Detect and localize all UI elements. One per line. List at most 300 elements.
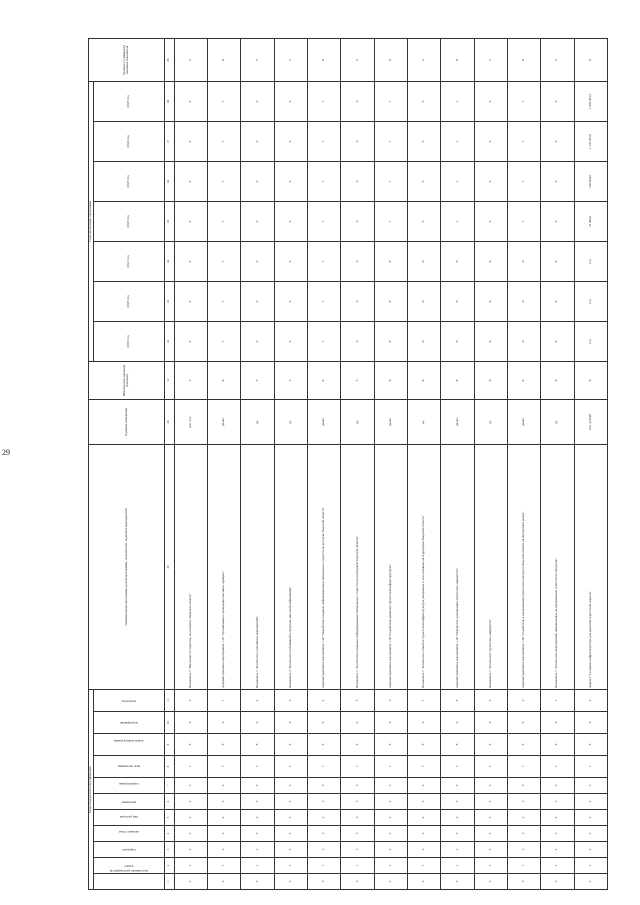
indicator-name-cell: Показатель 1 "Количество мероприятий, направленных на продвижение туристского продукта" — [541, 444, 574, 689]
base-value-cell: 0 — [241, 361, 274, 399]
year-value-cell: X — [441, 241, 474, 281]
code-cell: 4 — [241, 810, 274, 826]
year-value-cell: 0 — [274, 281, 307, 321]
year-value-cell: 0 — [474, 161, 507, 201]
code-cell: 2 — [574, 842, 607, 858]
code-cell: 7 — [241, 756, 274, 778]
code-cell: 8 — [441, 734, 474, 756]
year-value-cell: 0 — [174, 161, 207, 201]
year-value-cell: 1 — [208, 121, 241, 161]
base-value-cell: X — [208, 361, 241, 399]
base-value-cell: X — [308, 361, 341, 399]
year-value-cell: 0 — [241, 201, 274, 241]
code-column-header-label: код главного распорядителя — [109, 868, 148, 873]
year-value-cell: 0 — [341, 81, 374, 121]
base-value-cell: X — [574, 361, 607, 399]
code-cell: 0 — [407, 874, 440, 890]
code-cell: 3 — [241, 826, 274, 842]
year-column-header: 2023 год — [93, 161, 164, 201]
code-cell: 8 — [441, 689, 474, 711]
code-column-header-label: подпрограмма — [119, 782, 139, 787]
code-cell: 2 — [374, 842, 407, 858]
code-cell: 2 — [507, 842, 540, 858]
code-cell: 3 — [407, 826, 440, 842]
code-cell: 0 — [174, 689, 207, 711]
final-value-cell: X — [374, 38, 407, 81]
code-cell: 8 — [208, 734, 241, 756]
year-value-cell: 0 — [341, 281, 374, 321]
code-cell: 4 — [174, 810, 207, 826]
year-value-cell: 0 — [274, 161, 307, 201]
year-value-cell: 1 131 482,9 — [574, 121, 607, 161]
base-value-cell: 0 — [174, 361, 207, 399]
code-column-header — [93, 712, 164, 734]
year-value-cell: 1 — [308, 321, 341, 361]
financing-header: Годы реализации программы — [89, 81, 94, 361]
year-value-cell: 108 900,0 — [574, 161, 607, 201]
code-cell: 4 — [274, 810, 307, 826]
year-value-cell: 1 003 603,3 — [574, 81, 607, 121]
code-cell: 5 — [507, 794, 540, 810]
code-cell: 8 — [308, 734, 341, 756]
year-value-cell: 1 — [208, 281, 241, 321]
code-cell: 1 — [441, 858, 474, 874]
code-column-header — [93, 794, 164, 810]
year-value-cell: 0 — [241, 241, 274, 281]
code-cell: 7 — [274, 756, 307, 778]
table-row — [474, 38, 507, 889]
code-cell: 1 — [241, 858, 274, 874]
code-cell: 5 — [308, 794, 341, 810]
year-value-cell: 0 — [541, 161, 574, 201]
unit-cell: да/нет — [507, 399, 540, 444]
code-cell: 1 — [541, 689, 574, 711]
table-row — [574, 38, 607, 889]
final-value-header: Целевое (суммарное) значение показателя — [89, 38, 165, 81]
page-number: 29 — [2, 448, 10, 457]
year-value-cell: 1 — [441, 161, 474, 201]
year-value-cell: 0 — [274, 81, 307, 121]
final-value-cell: 0 — [274, 38, 307, 81]
table-row — [407, 38, 440, 889]
code-cell: 6 — [507, 778, 540, 794]
code-cell: 4 — [441, 810, 474, 826]
code-column-header-label: показатель — [121, 699, 137, 704]
year-value-cell: X — [541, 321, 574, 361]
code-cell: 1 — [174, 858, 207, 874]
code-cell: 6 — [341, 778, 374, 794]
code-cell: 7 — [407, 756, 440, 778]
code-cell: 0 — [241, 874, 274, 890]
code-cell: 8 — [507, 734, 540, 756]
base-value-cell: 0 — [341, 361, 374, 399]
column-number-row — [164, 38, 174, 889]
unit-header: Единица измерения — [89, 399, 165, 444]
code-cell: 5 — [407, 794, 440, 810]
year-value-cell: 1 — [208, 81, 241, 121]
code-cell: 6 — [474, 778, 507, 794]
code-cell: 9 — [407, 712, 440, 734]
year-value-cell: 0 — [341, 241, 374, 281]
code-cell: 2 — [407, 842, 440, 858]
year-value-cell: 0 — [274, 241, 307, 281]
code-cell: 1 — [208, 689, 241, 711]
unit-cell: тыс. чел. — [174, 399, 207, 444]
year-value-cell: 0 — [241, 161, 274, 201]
indicator-name-cell: Административное мероприятие 1.01 "Организация и проведение выставок, ярмарок" — [208, 444, 241, 689]
code-column-header — [93, 734, 164, 756]
code-cell: 9 — [541, 712, 574, 734]
final-value-cell: 0 — [174, 38, 207, 81]
code-cell: 6 — [208, 778, 241, 794]
unit-cell: ед. — [407, 399, 440, 444]
column-number: 10 — [164, 712, 174, 734]
year-value-cell: 1 — [208, 161, 241, 201]
year-value-cell: 1 — [441, 201, 474, 241]
year-value-cell: 1 — [374, 121, 407, 161]
indicator-name-cell: Показатель 1 "Количество участников мероприятий" — [241, 444, 274, 689]
unit-cell: да/нет — [441, 399, 474, 444]
code-cell: 1 — [208, 858, 241, 874]
year-value-cell: X — [441, 281, 474, 321]
code-cell: 0 — [441, 874, 474, 890]
year-value-cell: 0 — [541, 201, 574, 241]
table-row — [208, 38, 241, 889]
year-value-cell: 0 — [174, 81, 207, 121]
code-cell: 8 — [341, 734, 374, 756]
year-value-cell: X — [507, 241, 540, 281]
code-column-header-label: раздел — [124, 864, 134, 869]
code-column-header — [93, 689, 164, 711]
code-column-header-label: мероприятие — [119, 721, 138, 726]
code-cell: 8 — [174, 734, 207, 756]
code-cell: 3 — [174, 826, 207, 842]
code-cell: 5 — [541, 794, 574, 810]
year-value-cell: 0 — [407, 201, 440, 241]
year-value-cell: 0,0 — [574, 281, 607, 321]
year-value-cell: 0 — [241, 321, 274, 361]
indicator-name-cell: Задача 2 "Создание инфраструктуры для развития туристской отрасли" — [574, 444, 607, 689]
indicator-name-cell: Показатель 1 "Количество туристских маршрутов" — [474, 444, 507, 689]
code-cell: 9 — [308, 712, 341, 734]
column-number: 34 — [164, 241, 174, 281]
code-cell: 6 — [274, 778, 307, 794]
indicator-name-cell: Административное мероприятие 1.05 "Содействие в продвижении туристского продукта Тверской области на внутреннем рынке" — [507, 444, 540, 689]
year-value-cell: 1 — [507, 161, 540, 201]
code-cell: 4 — [541, 810, 574, 826]
final-value-cell: 0 — [541, 38, 574, 81]
code-cell: 5 — [374, 794, 407, 810]
column-number: 7 — [164, 778, 174, 794]
code-column-header — [93, 842, 164, 858]
base-value-cell: X — [541, 361, 574, 399]
unit-cell: да/нет — [374, 399, 407, 444]
code-cell: 7 — [174, 756, 207, 778]
code-cell: 2 — [241, 842, 274, 858]
year-value-cell: 0 — [341, 321, 374, 361]
code-cell: 6 — [574, 778, 607, 794]
code-cell: 2 — [241, 689, 274, 711]
code-cell: 9 — [208, 712, 241, 734]
year-value-cell: X — [441, 321, 474, 361]
code-cell: 4 — [308, 689, 341, 711]
rotated-table-container — [88, 45, 608, 890]
year-value-cell: X — [407, 281, 440, 321]
code-cell: 2 — [308, 842, 341, 858]
code-cell: 6 — [441, 778, 474, 794]
year-value-cell: 1 — [308, 121, 341, 161]
code-cell: 7 — [507, 756, 540, 778]
year-value-cell: 1 — [507, 201, 540, 241]
code-cell: 9 — [474, 689, 507, 711]
column-number: 4 — [164, 826, 174, 842]
year-value-cell: X — [474, 281, 507, 321]
year-value-cell: 0 — [174, 241, 207, 281]
indicator-name-cell: Показатель 1 "Количество изданных информационных материалов о туристском потенциале Тверской области" — [341, 444, 374, 689]
year-value-cell: 0,0 — [574, 321, 607, 361]
unit-cell: ед. — [241, 399, 274, 444]
column-number: 32 — [164, 321, 174, 361]
code-cell: 2 — [208, 842, 241, 858]
code-cell: 3 — [274, 826, 307, 842]
column-number: 38 — [164, 81, 174, 121]
code-cell: 9 — [241, 712, 274, 734]
code-cell: 5 — [274, 794, 307, 810]
column-number: 35 — [164, 201, 174, 241]
unit-cell: ед. — [541, 399, 574, 444]
table-row — [308, 38, 341, 889]
code-cell: 4 — [208, 810, 241, 826]
code-cell: 8 — [407, 734, 440, 756]
code-column-header — [93, 778, 164, 794]
indicators-header: Наименование программы, целей программы, показателей, заданий и мероприятий — [89, 444, 165, 689]
year-value-cell: 1 — [208, 241, 241, 281]
year-value-cell: 0 — [474, 121, 507, 161]
code-cell: 4 — [507, 810, 540, 826]
year-value-cell: X — [374, 321, 407, 361]
unit-cell: да/нет — [208, 399, 241, 444]
year-value-cell: X — [374, 281, 407, 321]
code-cell: 6 — [541, 778, 574, 794]
program-table — [88, 38, 608, 890]
year-column-header: 2021 год — [93, 241, 164, 281]
code-cell: 0 — [574, 874, 607, 890]
code-cell: 6 — [308, 778, 341, 794]
column-number: 38 — [164, 38, 174, 81]
code-cell: 0 — [507, 689, 540, 711]
final-value-cell: X — [507, 38, 540, 81]
year-value-cell: 0 — [541, 121, 574, 161]
indicator-name-cell: Административное мероприятие 1.04 "Разработка и реализация туристских маршрутов" — [441, 444, 474, 689]
table-row — [174, 38, 207, 889]
code-cell: 8 — [574, 734, 607, 756]
indicator-name-cell: Административное мероприятие 1.02 "Разработка и издание информационных материалов о туристских ресурсах Тверской области" — [308, 444, 341, 689]
year-value-cell: 1 — [208, 201, 241, 241]
code-cell: 5 — [574, 794, 607, 810]
base-value-cell: X — [374, 361, 407, 399]
year-value-cell: X — [407, 241, 440, 281]
year-value-cell: 0 — [174, 201, 207, 241]
code-cell: 3 — [341, 826, 374, 842]
year-value-cell: 1 — [374, 81, 407, 121]
code-cell: 2 — [274, 842, 307, 858]
year-value-cell: X — [474, 321, 507, 361]
base-value-cell: 0 — [274, 361, 307, 399]
year-value-cell: 1 — [308, 201, 341, 241]
budget-code-header: Коды бюджетной классификации — [89, 689, 94, 889]
year-value-cell: 1 — [308, 81, 341, 121]
year-value-cell: 0 — [174, 321, 207, 361]
year-value-cell: 1 — [308, 161, 341, 201]
code-cell: 2 — [441, 842, 474, 858]
code-column-header-label: цель программы — [117, 764, 140, 769]
code-cell: 1 — [541, 858, 574, 874]
code-cell: 0 — [474, 874, 507, 890]
year-value-cell: 1 — [441, 81, 474, 121]
year-value-cell: 0 — [407, 121, 440, 161]
base-value-cell: X — [507, 361, 540, 399]
year-value-cell: X — [374, 241, 407, 281]
year-value-cell: 0 — [274, 201, 307, 241]
year-value-cell: 0 — [407, 161, 440, 201]
base-value-cell: X — [407, 361, 440, 399]
year-value-cell: 0 — [474, 201, 507, 241]
year-value-cell: X — [407, 321, 440, 361]
final-value-cell: 0 — [407, 38, 440, 81]
year-column-header: 2022 год — [93, 201, 164, 241]
column-number: 11 — [164, 689, 174, 711]
year-value-cell: 0 — [241, 121, 274, 161]
code-cell: 1 — [407, 858, 440, 874]
table-row — [341, 38, 374, 889]
code-cell: 7 — [374, 756, 407, 778]
year-value-cell: 1 — [374, 201, 407, 241]
column-number: 1 — [164, 874, 174, 890]
year-value-cell: 0 — [274, 321, 307, 361]
table-row — [441, 38, 474, 889]
unit-cell: ед. — [274, 399, 307, 444]
base-value-header: Фактическое значение (базовое) — [89, 361, 165, 399]
code-cell: 7 — [308, 756, 341, 778]
code-cell: 9 — [174, 712, 207, 734]
code-cell: 4 — [574, 810, 607, 826]
year-value-cell: 1 — [208, 321, 241, 361]
code-cell: 8 — [474, 734, 507, 756]
code-column-header-label: задача подпрограммы — [113, 739, 144, 744]
year-value-cell: X — [541, 241, 574, 281]
code-cell: 7 — [208, 756, 241, 778]
code-cell: 0 — [208, 874, 241, 890]
column-number: 2 — [164, 858, 174, 874]
code-cell: 2 — [474, 842, 507, 858]
code-column-header — [93, 868, 164, 890]
code-cell: 4 — [374, 810, 407, 826]
table-row — [374, 38, 407, 889]
year-value-cell: 0 — [474, 81, 507, 121]
year-value-cell: X — [474, 241, 507, 281]
code-cell: 9 — [507, 712, 540, 734]
final-value-cell: 0 — [474, 38, 507, 81]
code-cell: 3 — [208, 826, 241, 842]
code-cell: 9 — [474, 712, 507, 734]
year-value-cell: 0 — [174, 281, 207, 321]
column-number: 36 — [164, 161, 174, 201]
code-cell: 4 — [474, 810, 507, 826]
code-cell: 1 — [507, 858, 540, 874]
unit-cell: ед. — [341, 399, 374, 444]
code-cell: 0 — [174, 874, 207, 890]
year-value-cell: 0 — [541, 81, 574, 121]
code-cell: 8 — [241, 734, 274, 756]
code-cell: 5 — [341, 689, 374, 711]
base-value-cell: X — [441, 361, 474, 399]
code-cell: 3 — [507, 826, 540, 842]
column-number: 9 — [164, 734, 174, 756]
table-row — [241, 38, 274, 889]
code-cell: 4 — [341, 810, 374, 826]
year-value-cell: 1 — [308, 281, 341, 321]
code-cell: 6 — [374, 778, 407, 794]
year-value-cell: 0 — [407, 81, 440, 121]
code-cell: 1 — [374, 858, 407, 874]
year-value-cell: 31 480,0 — [574, 201, 607, 241]
code-cell: 5 — [341, 794, 374, 810]
code-cell: 0 — [507, 874, 540, 890]
table-body — [174, 38, 607, 889]
code-cell: 9 — [274, 712, 307, 734]
code-cell: 3 — [274, 689, 307, 711]
code-cell: 3 — [574, 826, 607, 842]
code-cell: 4 — [308, 810, 341, 826]
document-sheet — [88, 45, 608, 890]
year-column-header: 2019 год — [93, 321, 164, 361]
year-value-cell: 0 — [341, 121, 374, 161]
code-cell: 7 — [341, 756, 374, 778]
code-column-header — [93, 756, 164, 778]
final-value-cell: X — [574, 38, 607, 81]
final-value-cell: 0 — [341, 38, 374, 81]
code-cell: 4 — [407, 810, 440, 826]
code-cell: 7 — [541, 756, 574, 778]
indicator-name-cell: Показатель 1 "Численность туристов, посетивших Тверскую область" — [174, 444, 207, 689]
code-cell: 2 — [541, 842, 574, 858]
year-column-header: 2020 год — [93, 281, 164, 321]
year-value-cell: X — [541, 281, 574, 321]
column-number: 8 — [164, 756, 174, 778]
code-cell: 5 — [208, 794, 241, 810]
year-value-cell: 0 — [241, 281, 274, 321]
code-column-header-label: целевая статья — [118, 830, 139, 835]
code-cell: 9 — [441, 712, 474, 734]
code-cell: 1 — [574, 858, 607, 874]
code-cell: 9 — [374, 712, 407, 734]
table-row — [541, 38, 574, 889]
year-value-cell: 0 — [341, 201, 374, 241]
code-cell: 9 — [574, 712, 607, 734]
code-cell: 2 — [341, 842, 374, 858]
code-cell: 9 — [341, 712, 374, 734]
year-value-cell: 1 — [507, 81, 540, 121]
column-number: 30 — [164, 399, 174, 444]
year-value-cell: 0 — [341, 161, 374, 201]
code-cell: 6 — [174, 778, 207, 794]
code-cell: 7 — [407, 689, 440, 711]
year-value-cell: 0 — [241, 81, 274, 121]
code-cell: 8 — [374, 734, 407, 756]
column-number: 6 — [164, 794, 174, 810]
code-cell: 2 — [174, 842, 207, 858]
final-value-cell: X — [208, 38, 241, 81]
